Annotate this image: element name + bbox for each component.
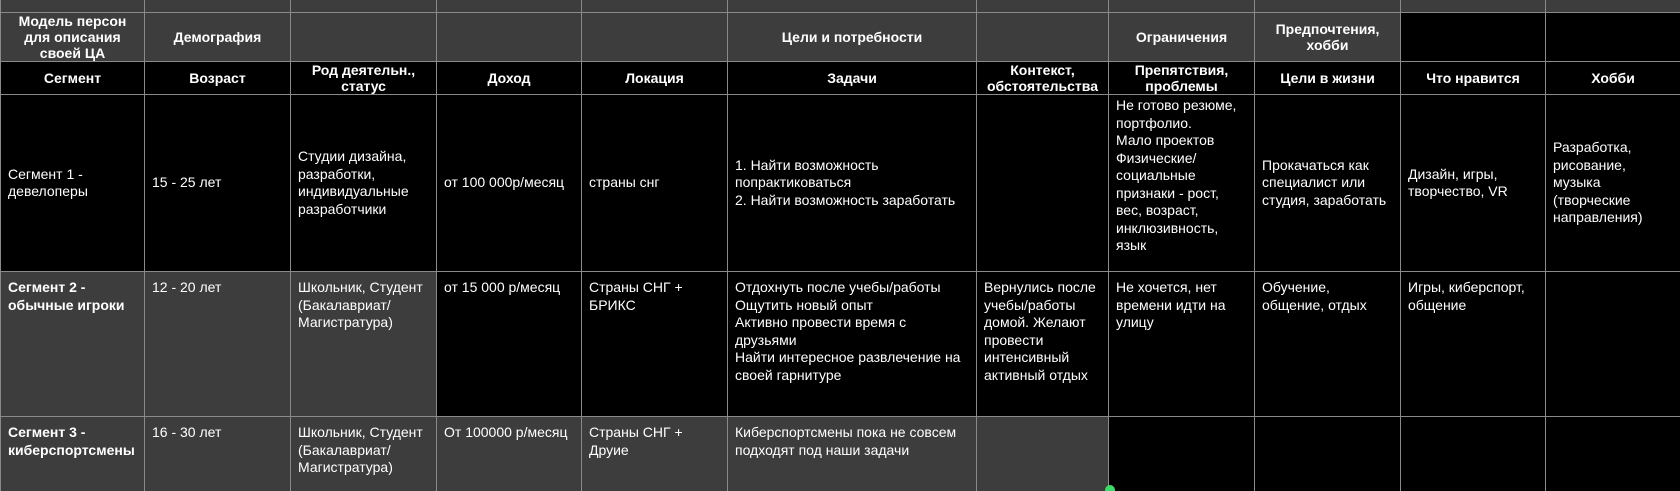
table-row (1, 272, 1680, 417)
tasks-cell[interactable]: 1. Найти возможность попрактиковаться 2. Найти возможность заработать (728, 95, 977, 272)
life-goals-cell[interactable] (1255, 417, 1401, 491)
group-header-cell[interactable]: Предпочтения, хобби (1255, 13, 1401, 62)
column-header-cell[interactable]: Задачи (728, 62, 977, 95)
top-partial-row (1, 0, 1680, 13)
table-row (1, 95, 1680, 272)
income-cell[interactable]: От 100000 р/месяц (437, 417, 582, 491)
obstacles-cell[interactable]: Не хочется, нет времени идти на улицу (1109, 272, 1255, 417)
likes-cell[interactable] (1401, 417, 1546, 491)
hobby-cell[interactable] (1546, 417, 1680, 491)
selection-handle-icon[interactable] (1105, 485, 1115, 491)
column-header-cell[interactable]: Что нравится (1401, 62, 1546, 95)
column-header-cell[interactable]: Возраст (145, 62, 291, 95)
occupation-cell[interactable]: Школьник, Студент (Бакалавриат/ Магистратура) (291, 272, 437, 417)
header-row-groups (1, 13, 1680, 62)
group-header-cell[interactable]: Цели и потребности (728, 13, 977, 62)
context-cell[interactable]: Вернулись после учебы/работы домой. Желают провести интенсивный активный отдых (977, 272, 1109, 417)
occupation-cell[interactable]: Студии дизайна, разработки, индивидуальные разработчики (291, 95, 437, 272)
group-header-cell[interactable]: Ограничения (1109, 13, 1255, 62)
tasks-cell[interactable]: Киберспортсмены пока не совсем подходят под наши задачи (728, 417, 977, 491)
life-goals-cell[interactable]: Обучение, общение, отдых (1255, 272, 1401, 417)
cell[interactable] (1546, 0, 1680, 13)
group-header-cell[interactable]: Демография (145, 13, 291, 62)
context-cell[interactable] (977, 95, 1109, 272)
location-cell[interactable]: страны снг (582, 95, 728, 272)
group-header-cell[interactable] (437, 13, 582, 62)
group-header-cell[interactable] (1546, 13, 1680, 62)
location-cell[interactable]: Страны СНГ + Друие (582, 417, 728, 491)
column-header-cell[interactable]: Препятствия, проблемы (1109, 62, 1255, 95)
income-cell[interactable]: от 15 000 р/месяц (437, 272, 582, 417)
hobby-cell[interactable] (1546, 272, 1680, 417)
group-header-cell[interactable] (291, 13, 437, 62)
header-row-columns (1, 62, 1680, 95)
column-header-cell[interactable]: Цели в жизни (1255, 62, 1401, 95)
column-header-cell[interactable]: Сегмент (1, 62, 145, 95)
cell[interactable] (437, 0, 582, 13)
cell[interactable] (291, 0, 437, 13)
obstacles-cell[interactable] (1109, 417, 1255, 491)
likes-cell[interactable]: Игры, киберспорт, общение (1401, 272, 1546, 417)
column-header-cell[interactable]: Контекст, обстоятельства (977, 62, 1109, 95)
column-header-cell[interactable]: Доход (437, 62, 582, 95)
group-header-cell[interactable] (1401, 13, 1546, 62)
income-cell[interactable]: от 100 000р/месяц (437, 95, 582, 272)
cell[interactable] (1255, 0, 1401, 13)
segment-cell[interactable]: Сегмент 2 - обычные игроки (1, 272, 145, 417)
column-header-cell[interactable]: Локация (582, 62, 728, 95)
life-goals-cell[interactable]: Прокачаться как специалист или студия, заработать (1255, 95, 1401, 272)
column-header-cell[interactable]: Род деятельн., статус (291, 62, 437, 95)
tasks-cell[interactable]: Отдохнуть после учебы/работы Ощутить новый опыт Активно провести время с друзьями Найти интересное развлечение на своей гарнитуре (728, 272, 977, 417)
age-cell[interactable]: 15 - 25 лет (145, 95, 291, 272)
cell[interactable] (1109, 0, 1255, 13)
location-cell[interactable]: Страны СНГ + БРИКС (582, 272, 728, 417)
cell[interactable] (582, 0, 728, 13)
segment-cell[interactable]: Сегмент 1 - девелоперы (1, 95, 145, 272)
column-header-cell[interactable]: Хобби (1546, 62, 1680, 95)
cell[interactable] (1, 0, 145, 13)
cell[interactable] (1401, 0, 1546, 13)
context-cell[interactable] (977, 417, 1109, 491)
age-cell[interactable]: 12 - 20 лет (145, 272, 291, 417)
table-row (1, 417, 1680, 491)
group-header-cell[interactable]: Модель персон для описания своей ЦА (1, 13, 145, 62)
obstacles-cell[interactable]: Не готово резюме, портфолио. Мало проектов Физические/ социальные признаки - рост, вес, возраст, инклюзивность, язык (1109, 95, 1255, 272)
cell[interactable] (977, 0, 1109, 13)
cell[interactable] (145, 0, 291, 13)
likes-cell[interactable]: Дизайн, игры, творчество, VR (1401, 95, 1546, 272)
cell[interactable] (728, 0, 977, 13)
age-cell[interactable]: 16 - 30 лет (145, 417, 291, 491)
group-header-cell[interactable] (977, 13, 1109, 62)
occupation-cell[interactable]: Школьник, Студент (Бакалавриат/ Магистратура) (291, 417, 437, 491)
hobby-cell[interactable]: Разработка, рисование, музыка (творческие направления) (1546, 95, 1680, 272)
segment-cell[interactable]: Сегмент 3 - киберспортсмены (1, 417, 145, 491)
group-header-cell[interactable] (582, 13, 728, 62)
